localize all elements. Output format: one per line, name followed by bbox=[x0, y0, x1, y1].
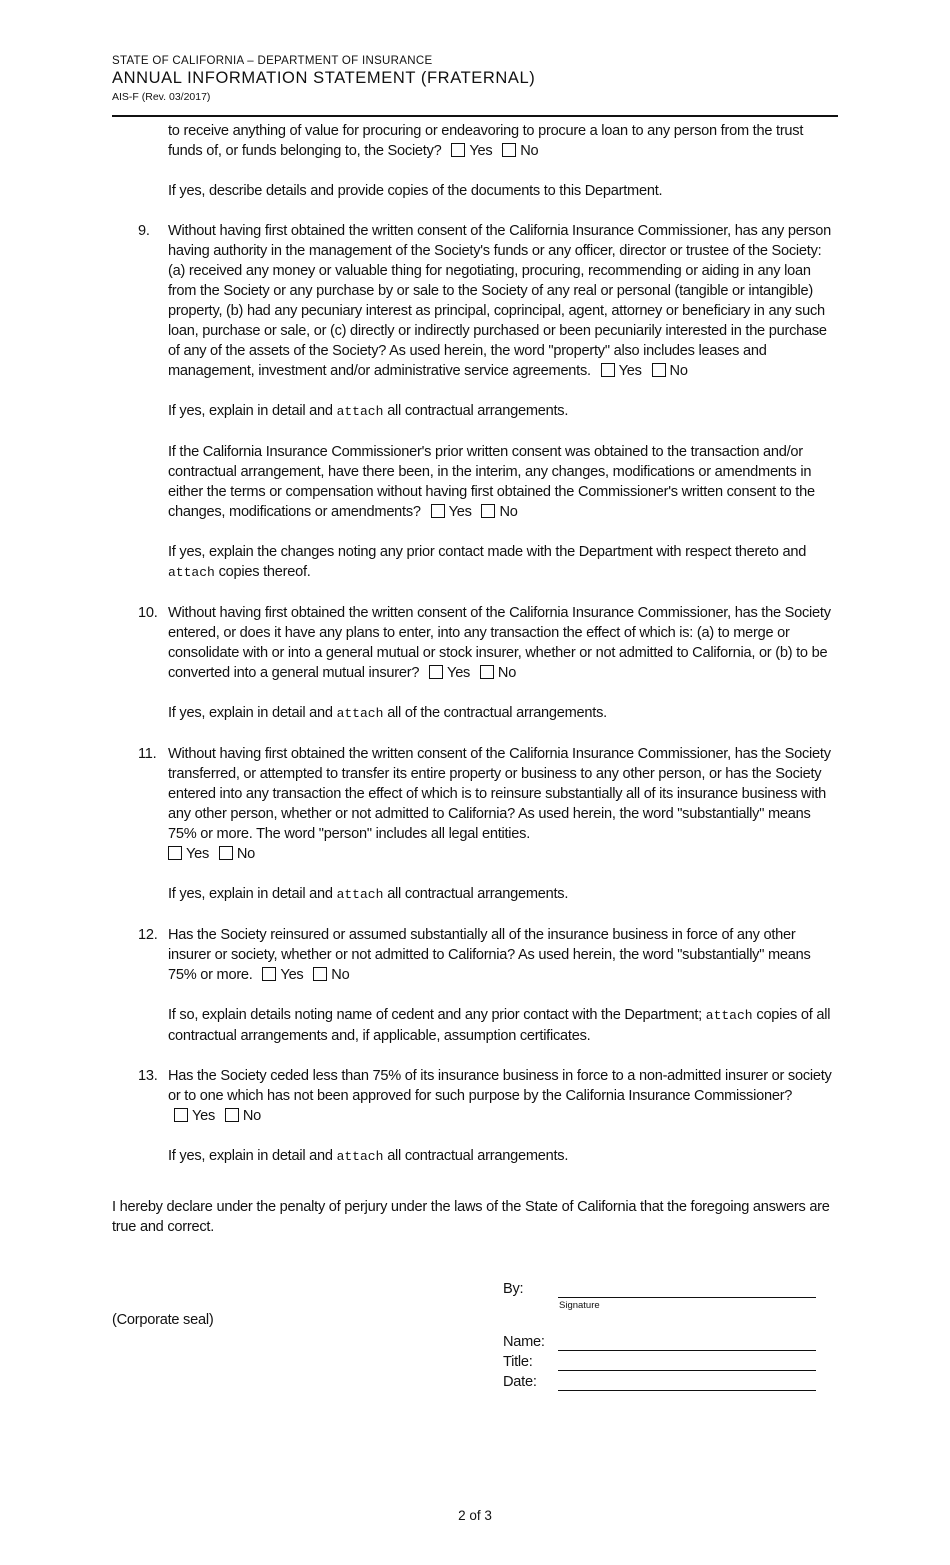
question-12 bbox=[138, 925, 840, 985]
q10-yes-checkbox[interactable] bbox=[429, 665, 443, 679]
followup-text: If yes, explain the changes noting any prior contact made with the Department with respect thereto and bbox=[168, 544, 807, 560]
q8-no-checkbox[interactable] bbox=[502, 143, 516, 157]
followup-text: If yes, explain in detail and bbox=[168, 886, 333, 902]
q8-no-option bbox=[496, 143, 538, 159]
followup-text: all contractual arrangements. bbox=[387, 403, 569, 419]
attach-word: attach bbox=[705, 1008, 753, 1023]
q9-no-option bbox=[646, 363, 688, 379]
followup-text: copies of all contractual arrangements and, if applicable, assumption certificates. bbox=[168, 1007, 831, 1044]
signature-caption: Signature bbox=[559, 1300, 600, 1311]
q10-yes-option bbox=[423, 665, 470, 681]
q13-yes-option bbox=[168, 1108, 215, 1124]
question-number: 12. bbox=[138, 927, 158, 943]
page-number: 2 of 3 bbox=[458, 1508, 492, 1523]
q8-text: to receive anything of value for procuring or endeavoring to procure a loan to any person from the trust funds of, or funds belonging to, the Society? bbox=[168, 123, 804, 159]
q9-followup bbox=[168, 401, 840, 422]
q10-no-option bbox=[474, 665, 516, 681]
q11-no-checkbox[interactable] bbox=[219, 846, 233, 860]
q9b-no-option bbox=[475, 504, 517, 520]
perjury-declaration: I hereby declare under the penalty of perjury under the laws of the State of California that the foregoing answers are true and correct. bbox=[112, 1199, 830, 1235]
q9-yes-checkbox[interactable] bbox=[601, 363, 615, 377]
attach-word: attach bbox=[336, 706, 384, 721]
question-11 bbox=[138, 744, 840, 864]
q8-continuation bbox=[168, 121, 840, 161]
q9b-no-checkbox[interactable] bbox=[481, 504, 495, 518]
attach-word: attach bbox=[336, 887, 384, 902]
q9-sub-text: If the California Insurance Commissioner's prior written consent was obtained to the transaction and/or contractual arrangement, have there been, in the interim, any changes, modifications or amendments in either the terms or compensation without having first obtained the Commissioner's written consent to the changes, modifications or amendments? bbox=[168, 444, 815, 520]
no-label: No bbox=[499, 504, 518, 520]
no-label: No bbox=[242, 1108, 262, 1124]
yes-label: Yes bbox=[280, 967, 304, 983]
q9b-yes-checkbox[interactable] bbox=[431, 504, 445, 518]
q13-no-checkbox[interactable] bbox=[225, 1108, 239, 1122]
name-field[interactable] bbox=[558, 1349, 816, 1351]
yes-label: Yes bbox=[186, 846, 210, 862]
question-13 bbox=[138, 1066, 840, 1126]
q12-yes-option bbox=[256, 967, 303, 983]
signature-field[interactable] bbox=[558, 1296, 816, 1298]
q9b-yes-option bbox=[425, 504, 472, 520]
yes-label: Yes bbox=[192, 1108, 216, 1124]
no-label: No bbox=[520, 143, 539, 159]
followup-text: If yes, explain in detail and bbox=[168, 705, 333, 721]
no-label: No bbox=[669, 363, 688, 379]
attach-word: attach bbox=[336, 404, 384, 419]
followup-text: copies thereof. bbox=[218, 564, 311, 580]
question-number: 13. bbox=[138, 1068, 158, 1084]
by-label: By: bbox=[503, 1281, 524, 1297]
q9-sub-question bbox=[168, 442, 840, 522]
question-number: 11. bbox=[138, 746, 157, 762]
form-revision: AIS-F (Rev. 03/2017) bbox=[112, 91, 211, 103]
followup-text: If yes, explain in detail and bbox=[168, 403, 333, 419]
q11-yes-option bbox=[168, 846, 209, 862]
q8-yes-checkbox[interactable] bbox=[451, 143, 465, 157]
followup-text: all of the contractual arrangements. bbox=[387, 705, 607, 721]
q9-sub-followup bbox=[168, 542, 840, 583]
yes-label: Yes bbox=[447, 665, 471, 681]
q12-yes-checkbox[interactable] bbox=[262, 967, 276, 981]
q9-text: Without having first obtained the written consent of the California Insurance Commissioner, has any person having authority in the management of the Society's funds or any officer, director or trustee of the Society: (a) received any money or valuable thing for negotiating, procuring, recommending or aiding in any loan from the Society or any purchase by or sale to the Society of any real or personal (tangible or intangible) property, (b) had any pecuniary interest as principal, coprincipal, agent, attorney or beneficiary in any such loan, purchase or sale, or (c) directly or indirectly purchased or been pecuniarily interested in the purchase of any of the assets of the Society? As used herein, the word "property" also includes leases and management, investment and/or administrative service agreements. bbox=[168, 223, 832, 379]
yes-label: Yes bbox=[469, 143, 493, 159]
question-number: 9. bbox=[138, 223, 150, 239]
form-header bbox=[112, 54, 535, 104]
q9-yes-option bbox=[595, 363, 642, 379]
question-number: 10. bbox=[138, 605, 158, 621]
title-field[interactable] bbox=[558, 1369, 816, 1371]
q10-text: Without having first obtained the written consent of the California Insurance Commissioner, has the Society entered, or does it have any plans to enter, into any transaction the effect of which is: (a) to merge or consolidate with or into a general mutual or stock insurer, whether or not admitted to California, or (b) to be converted into a general mutual insurer? bbox=[168, 605, 831, 681]
q12-text: Has the Society reinsured or assumed substantially all of the insurance business in force of any other insurer or society, whether or not admitted to California? As used herein, the word "substantially" means 75% or more. bbox=[168, 927, 811, 983]
followup-text: all contractual arrangements. bbox=[387, 886, 569, 902]
followup-text: If yes, explain in detail and bbox=[168, 1148, 333, 1164]
q11-yes-checkbox[interactable] bbox=[168, 846, 182, 860]
q11-no-option bbox=[213, 846, 255, 862]
yes-label: Yes bbox=[618, 363, 642, 379]
q9-no-checkbox[interactable] bbox=[652, 363, 666, 377]
date-field[interactable] bbox=[558, 1389, 816, 1391]
questions-body bbox=[112, 121, 840, 1237]
q12-no-option bbox=[307, 967, 349, 983]
q8-followup: If yes, describe details and provide copies of the documents to this Department. bbox=[168, 183, 663, 199]
q10-no-checkbox[interactable] bbox=[480, 665, 494, 679]
no-label: No bbox=[236, 846, 256, 862]
q13-no-option bbox=[219, 1108, 261, 1124]
q13-followup bbox=[168, 1146, 840, 1167]
agency-name: STATE OF CALIFORNIA – DEPARTMENT OF INSURANCE bbox=[112, 55, 433, 67]
q11-text: Without having first obtained the written consent of the California Insurance Commissioner, has the Society transferred, or attempted to transfer its entire property or business to any other person, or has the Society entered into any transaction the effect of which is to reinsure substantially all of its insurance business with any other person, whether or not admitted to California? As used herein, the word "substantially" means 75% or more. The word "person" includes all legal entities. bbox=[168, 746, 831, 842]
date-label: Date: bbox=[503, 1374, 537, 1390]
q12-no-checkbox[interactable] bbox=[313, 967, 327, 981]
no-label: No bbox=[497, 665, 517, 681]
q12-followup bbox=[168, 1005, 840, 1046]
form-title: ANNUAL INFORMATION STATEMENT (FRATERNAL) bbox=[112, 69, 536, 87]
yes-label: Yes bbox=[448, 504, 472, 520]
corporate-seal-label: (Corporate seal) bbox=[112, 1312, 214, 1328]
attach-word: attach bbox=[168, 565, 215, 580]
q11-followup bbox=[168, 884, 840, 905]
question-10 bbox=[138, 603, 840, 683]
no-label: No bbox=[331, 967, 350, 983]
header-divider bbox=[112, 115, 838, 117]
title-label: Title: bbox=[503, 1354, 533, 1370]
question-9 bbox=[138, 221, 840, 381]
q13-text: Has the Society ceded less than 75% of its insurance business in force to a non-admitted insurer or society or to one which has not been approved for such purpose by the California Insurance Commissioner? bbox=[168, 1068, 832, 1104]
name-label: Name: bbox=[503, 1334, 545, 1350]
q13-yes-checkbox[interactable] bbox=[174, 1108, 188, 1122]
followup-text: If so, explain details noting name of cedent and any prior contact with the Department; bbox=[168, 1007, 702, 1023]
followup-text: all contractual arrangements. bbox=[387, 1148, 569, 1164]
q8-yes-option bbox=[445, 143, 492, 159]
attach-word: attach bbox=[336, 1149, 384, 1164]
q10-followup bbox=[168, 703, 840, 724]
